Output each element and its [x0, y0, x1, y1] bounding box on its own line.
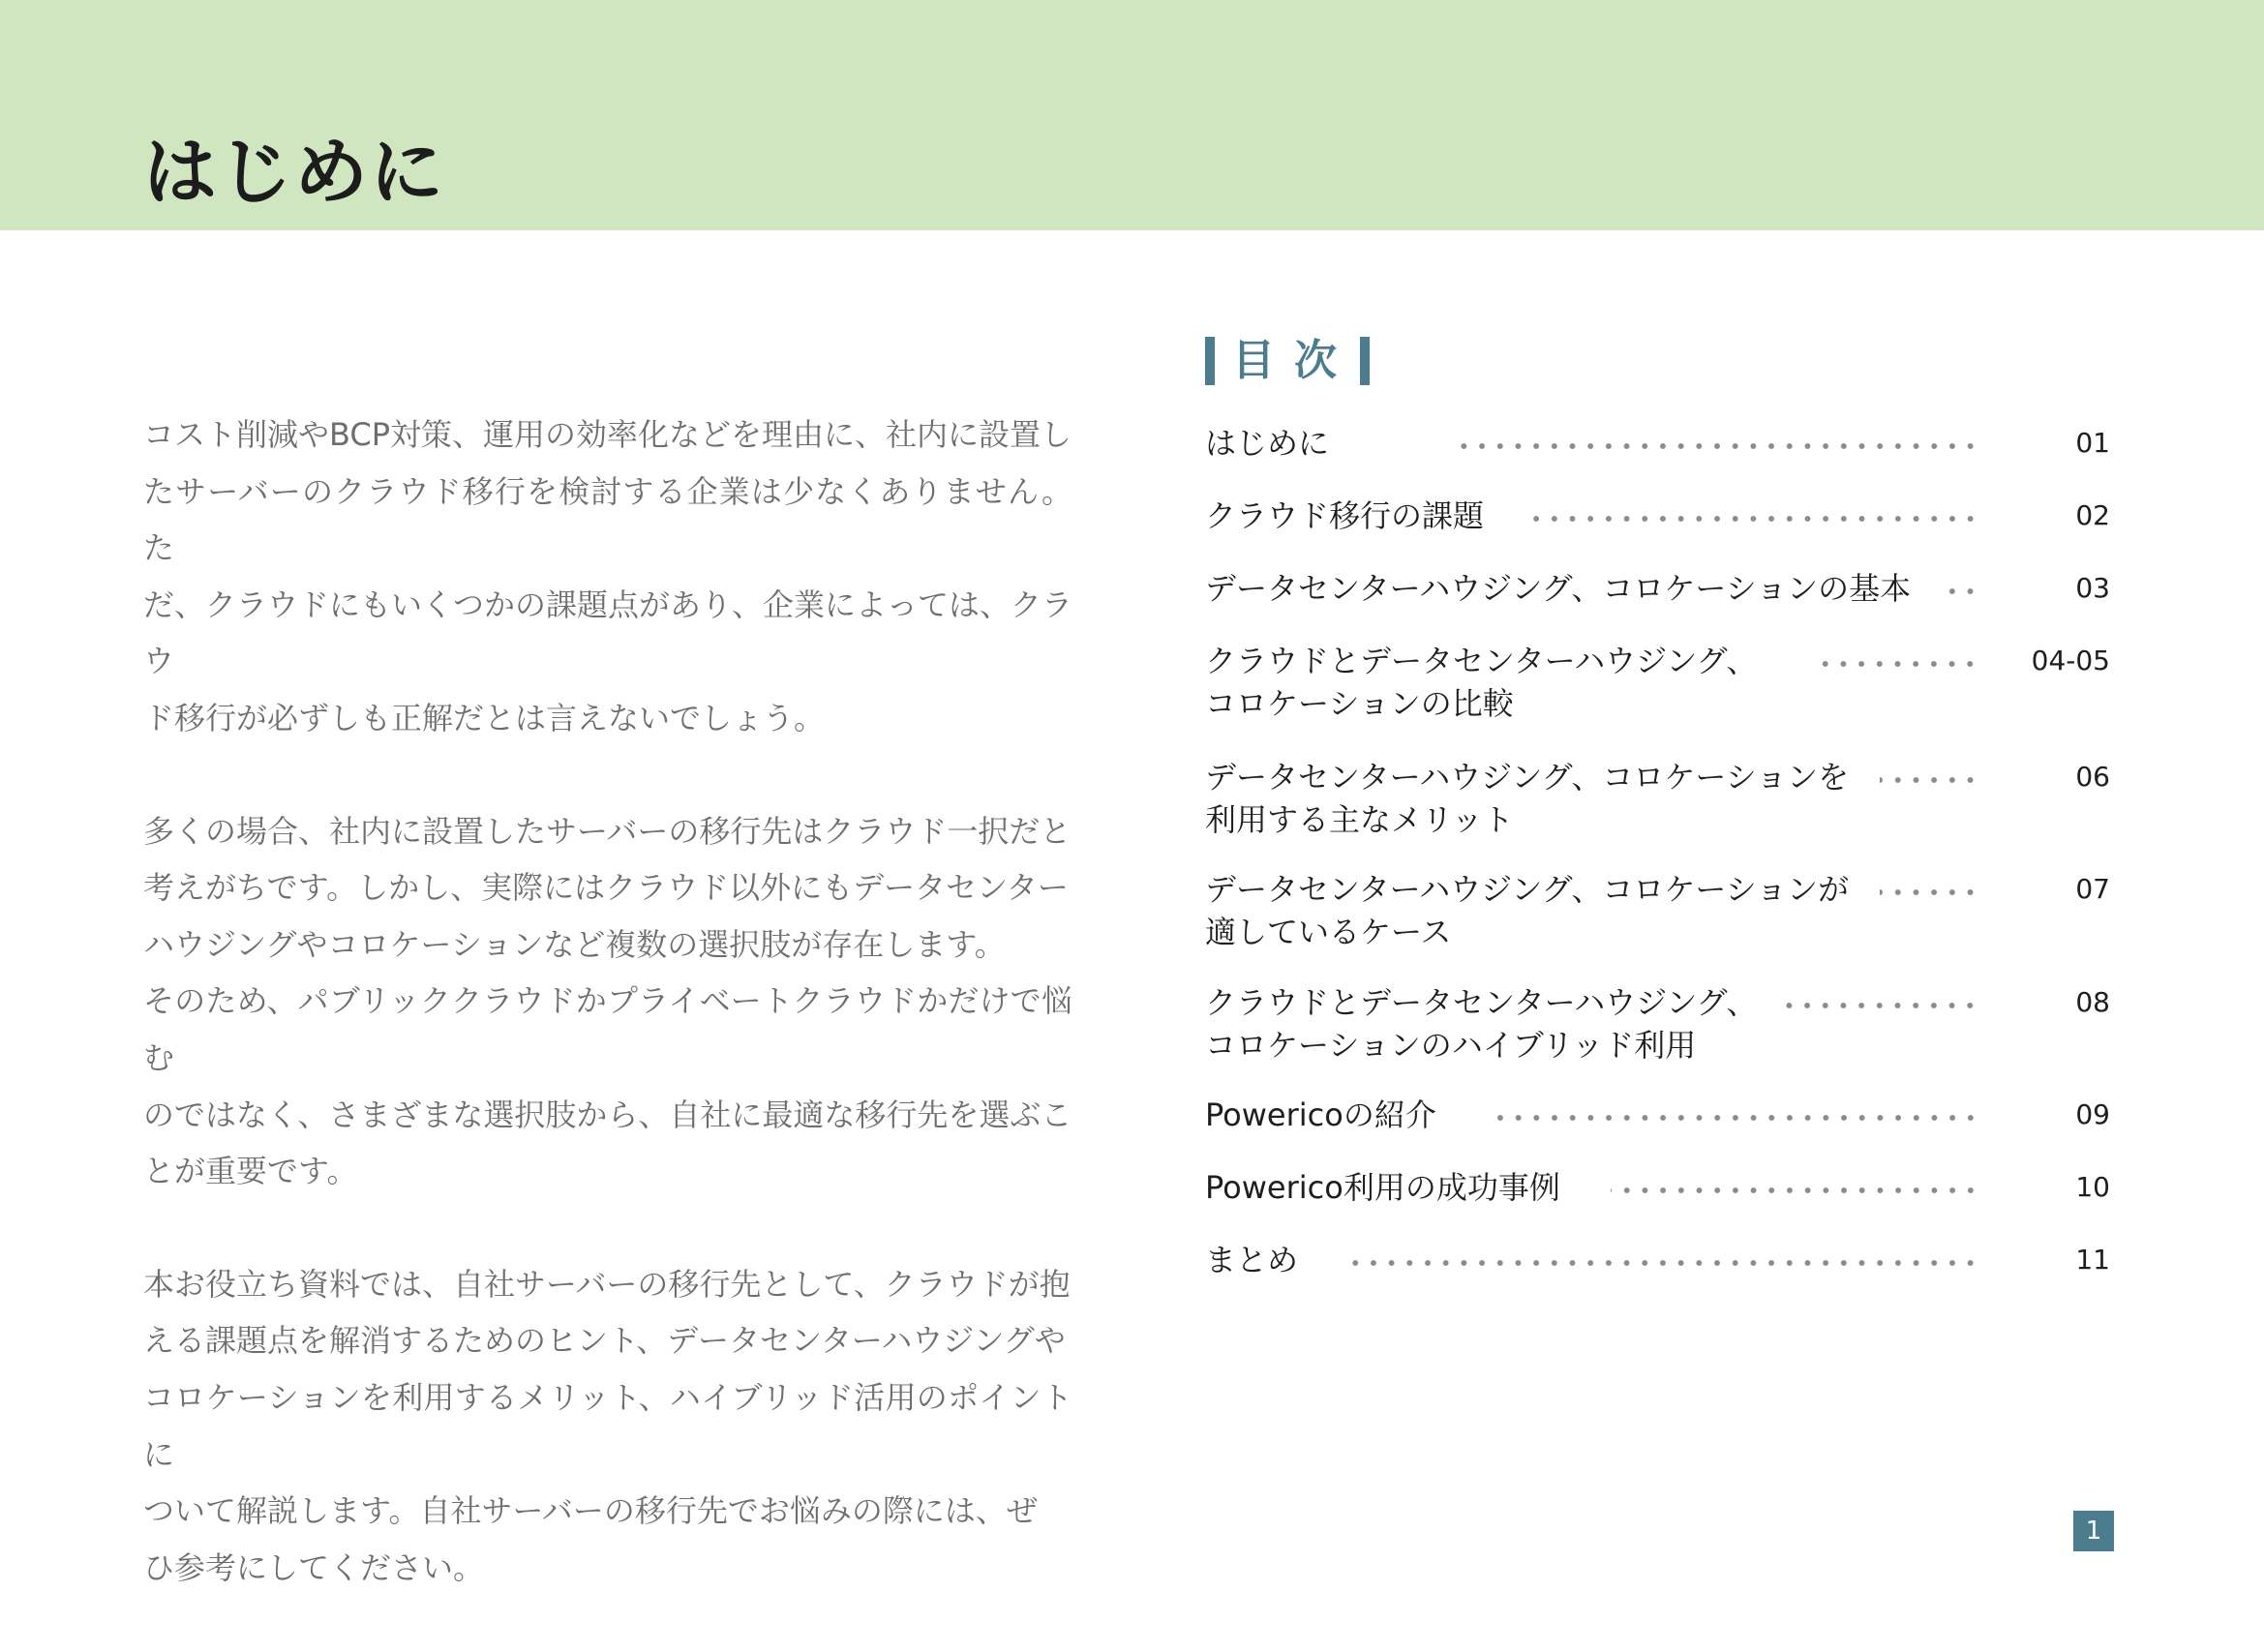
toc-leader-dots [1493, 1115, 1979, 1121]
toc-item-title: Powerico利用の成功事例 [1205, 1169, 1560, 1206]
toc-item-title: クラウドとデータセンターハウジング、 コロケーションの比較 [1205, 643, 1758, 722]
toc-item-title: データセンターハウジング、コロケーションが 適しているケース [1205, 871, 1850, 950]
toc-leader-dots [1449, 443, 1979, 449]
toc-item[interactable] [1205, 1239, 2110, 1281]
toc-leader-dots [1611, 1187, 1979, 1193]
toc-item-page: 03 [2075, 572, 2110, 604]
toc-item[interactable] [1205, 495, 2110, 537]
page-title: はじめに [143, 129, 445, 215]
toc-item-title: Powericoの紹介 [1205, 1096, 1436, 1133]
toc-item-page: 06 [2075, 761, 2110, 793]
toc-item-title: クラウドとデータセンターハウジング、 コロケーションのハイブリッド利用 [1205, 984, 1758, 1064]
intro-paragraph-1: コスト削減やBCP対策、運用の効率化などを理由に、社内に設置し たサーバーのクラウド移行を検討する企業は少なくありません。た だ、クラウドにもいくつかの課題点があり、企業によっては、クラウ ド移行が必ずしも正解だとは言えないでしょう。 [143, 416, 1073, 736]
toc-item[interactable] [1205, 1166, 2110, 1209]
toc-item-page: 07 [2075, 873, 2110, 905]
toc-item-page: 10 [2075, 1171, 2110, 1203]
toc-item-title: まとめ [1205, 1242, 1299, 1278]
toc-leader-dots [1778, 1003, 1979, 1008]
toc-item-page: 11 [2075, 1244, 2110, 1276]
toc-item-title: データセンターハウジング、コロケーションの基本 [1205, 570, 1912, 607]
toc-leader-dots [1880, 777, 1979, 783]
toc-item[interactable] [1205, 1094, 2110, 1136]
toc-item-page: 02 [2075, 499, 2110, 531]
toc-item[interactable] [1205, 756, 2110, 841]
toc-item-page: 04-05 [2031, 645, 2110, 676]
toc-heading-label: 目次 [1232, 336, 1356, 385]
toc-item-title: データセンターハウジング、コロケーションを 利用する主なメリット [1205, 759, 1850, 838]
toc-leader-dots [1530, 516, 1979, 522]
toc-heading [1205, 337, 1370, 385]
toc-heading-left-bar [1205, 337, 1215, 385]
intro-paragraph-3: 本お役立ち資料では、自社サーバーの移行先として、クラウドが抱 える課題点を解消するためのヒント、データセンターハウジングや コロケーションを利用するメリット、ハイブリッド活用のポイントに ついて解説します。自社サーバーの移行先でお悩みの際には、ぜ ひ参考にしてください。 [143, 1265, 1072, 1586]
toc-leader-dots [1348, 1260, 1979, 1266]
intro-paragraph-2: 多くの場合、社内に設置したサーバーの移行先はクラウド一択だと 考えがちです。しかし、実際にはクラウド以外にもデータセンター ハウジングやコロケーションなど複数の選択肢が存在します。 そのため、パブリッククラウドかプライベートクラウドかだけで悩む のではなく、さまざまな選択肢から、自社に最適な移行先を選ぶこ とが重要です。 [143, 812, 1072, 1190]
intro-text [143, 406, 1072, 1652]
toc-item[interactable] [1205, 868, 2110, 953]
toc-heading-right-bar [1360, 337, 1370, 385]
toc-leader-dots [1880, 889, 1979, 895]
toc-item-page: 09 [2075, 1098, 2110, 1130]
toc-item-title: はじめに [1205, 425, 1330, 462]
toc-item[interactable] [1205, 640, 2110, 725]
toc-leader-dots [1947, 588, 1979, 594]
toc-item[interactable] [1205, 567, 2110, 610]
toc-item-title: クラウド移行の課題 [1205, 497, 1485, 534]
toc-item[interactable] [1205, 981, 2110, 1066]
toc-leader-dots [1810, 661, 1979, 667]
toc-item[interactable] [1205, 422, 2110, 465]
toc-item-page: 01 [2075, 427, 2110, 459]
toc-item-page: 08 [2075, 986, 2110, 1018]
page-number-badge: 1 [2073, 1511, 2114, 1551]
